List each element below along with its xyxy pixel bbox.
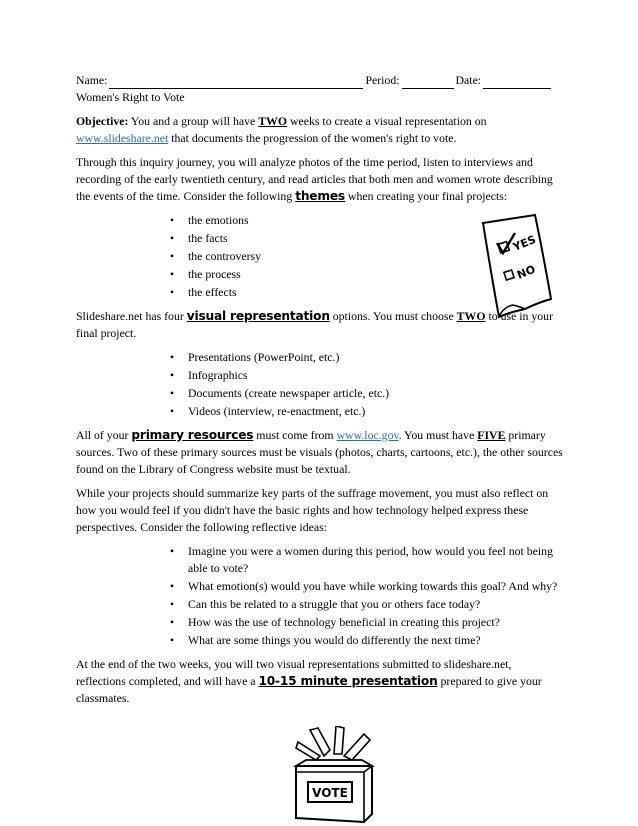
list-item: • Presentations (PowerPoint, etc.) [170, 349, 564, 366]
date-label: Date: [455, 73, 482, 87]
list-item: • Videos (interview, re-enactment, etc.) [170, 403, 564, 420]
date-blank[interactable] [483, 77, 551, 89]
name-blank[interactable] [109, 77, 363, 89]
objective-label: Objective: [76, 114, 129, 128]
emphasis-two: TWO [258, 114, 288, 128]
objective-text: You and a group will have [128, 114, 259, 128]
emphasis-two: TWO [456, 309, 486, 323]
presentation-marker: 10-15 minute presentation [258, 674, 438, 688]
primary-resources-marker: primary resources [131, 428, 254, 442]
list-item: • the process [170, 266, 564, 283]
closing-text: prepared to give your classmates. [76, 674, 542, 705]
objective-text: weeks to create a visual representation on [287, 114, 487, 128]
ballot-no-text: NO [515, 262, 538, 282]
closing-text: At the end of the two weeks, you will two visual representations submitted to slideshare.net, reflections completed, and will have a [76, 657, 512, 688]
list-item: • the emotions [170, 212, 564, 229]
ballot-box-icon [284, 726, 384, 824]
ballot-paper-icon [477, 213, 559, 321]
closing-paragraph [76, 656, 564, 707]
period-blank[interactable] [402, 77, 454, 89]
ideas-list [170, 543, 560, 649]
period-label: Period: [365, 73, 400, 87]
list-item: • the facts [170, 230, 564, 247]
primary-text: All of your [76, 428, 132, 442]
list-item: • Can this be related to a struggle that you or others face today? [170, 596, 560, 613]
themes-marker: themes [295, 189, 345, 203]
list-item: • What emotion(s) would you have while working towards this goal? And why? [170, 578, 560, 595]
primary-paragraph [76, 427, 564, 478]
worksheet-page [76, 72, 564, 714]
list-item: • Documents (create newspaper article, etc.) [170, 385, 564, 402]
objective-text: that documents the progression of the women's right to vote. [168, 131, 457, 145]
emphasis-five: FIVE [477, 428, 506, 442]
primary-text: . You must have [398, 428, 478, 442]
list-item: • How was the use of technology beneficial in creating this project? [170, 614, 560, 631]
header-line [76, 72, 564, 89]
inquiry-text: when creating your final projects: [344, 189, 508, 203]
ballot-yes-text: YES [511, 232, 538, 254]
name-label: Name: [76, 73, 108, 87]
list-item: • the controversy [170, 248, 564, 265]
list-item: • the effects [170, 284, 564, 301]
inquiry-paragraph [76, 154, 564, 205]
loc-link[interactable]: www.loc.gov [336, 428, 399, 442]
list-item: • What are some things you would do differently the next time? [170, 632, 560, 649]
primary-text: must come from [253, 428, 337, 442]
options-list [170, 349, 564, 420]
vote-box-label: VOTE [312, 786, 348, 800]
options-text: to use in your final project. [76, 309, 553, 340]
primary-text: primary sources. Two of these primary sources must be visuals (photos, charts, cartoons, etc.), the other sources found on the Library of Congress website must be textual. [76, 428, 563, 476]
visual-representation-marker: visual representation [186, 309, 330, 323]
list-item: • Imagine you were a women during this period, how would you feel not being able to vote? [170, 543, 560, 577]
slideshare-link[interactable]: www.slideshare.net [76, 131, 169, 145]
list-item: • Infographics [170, 367, 564, 384]
options-text: options. You must choose [329, 309, 457, 323]
inquiry-text: Through this inquiry journey, you will analyze photos of the time period, listen to interviews and recording of the early twentieth century, and read articles that both men and women wrote describing the events of the time. Consider the following [76, 155, 553, 203]
page-subtitle: Women's Right to Vote [76, 90, 185, 104]
reflect-paragraph: While your projects should summarize key parts of the suffrage movement, you must also reflect on how you would feel if you didn't have the basic rights and how technology helped express these perspectives. Consider the following reflective ideas: [76, 486, 549, 534]
options-text: Slideshare.net has four [76, 309, 187, 323]
objective-paragraph [76, 113, 564, 147]
